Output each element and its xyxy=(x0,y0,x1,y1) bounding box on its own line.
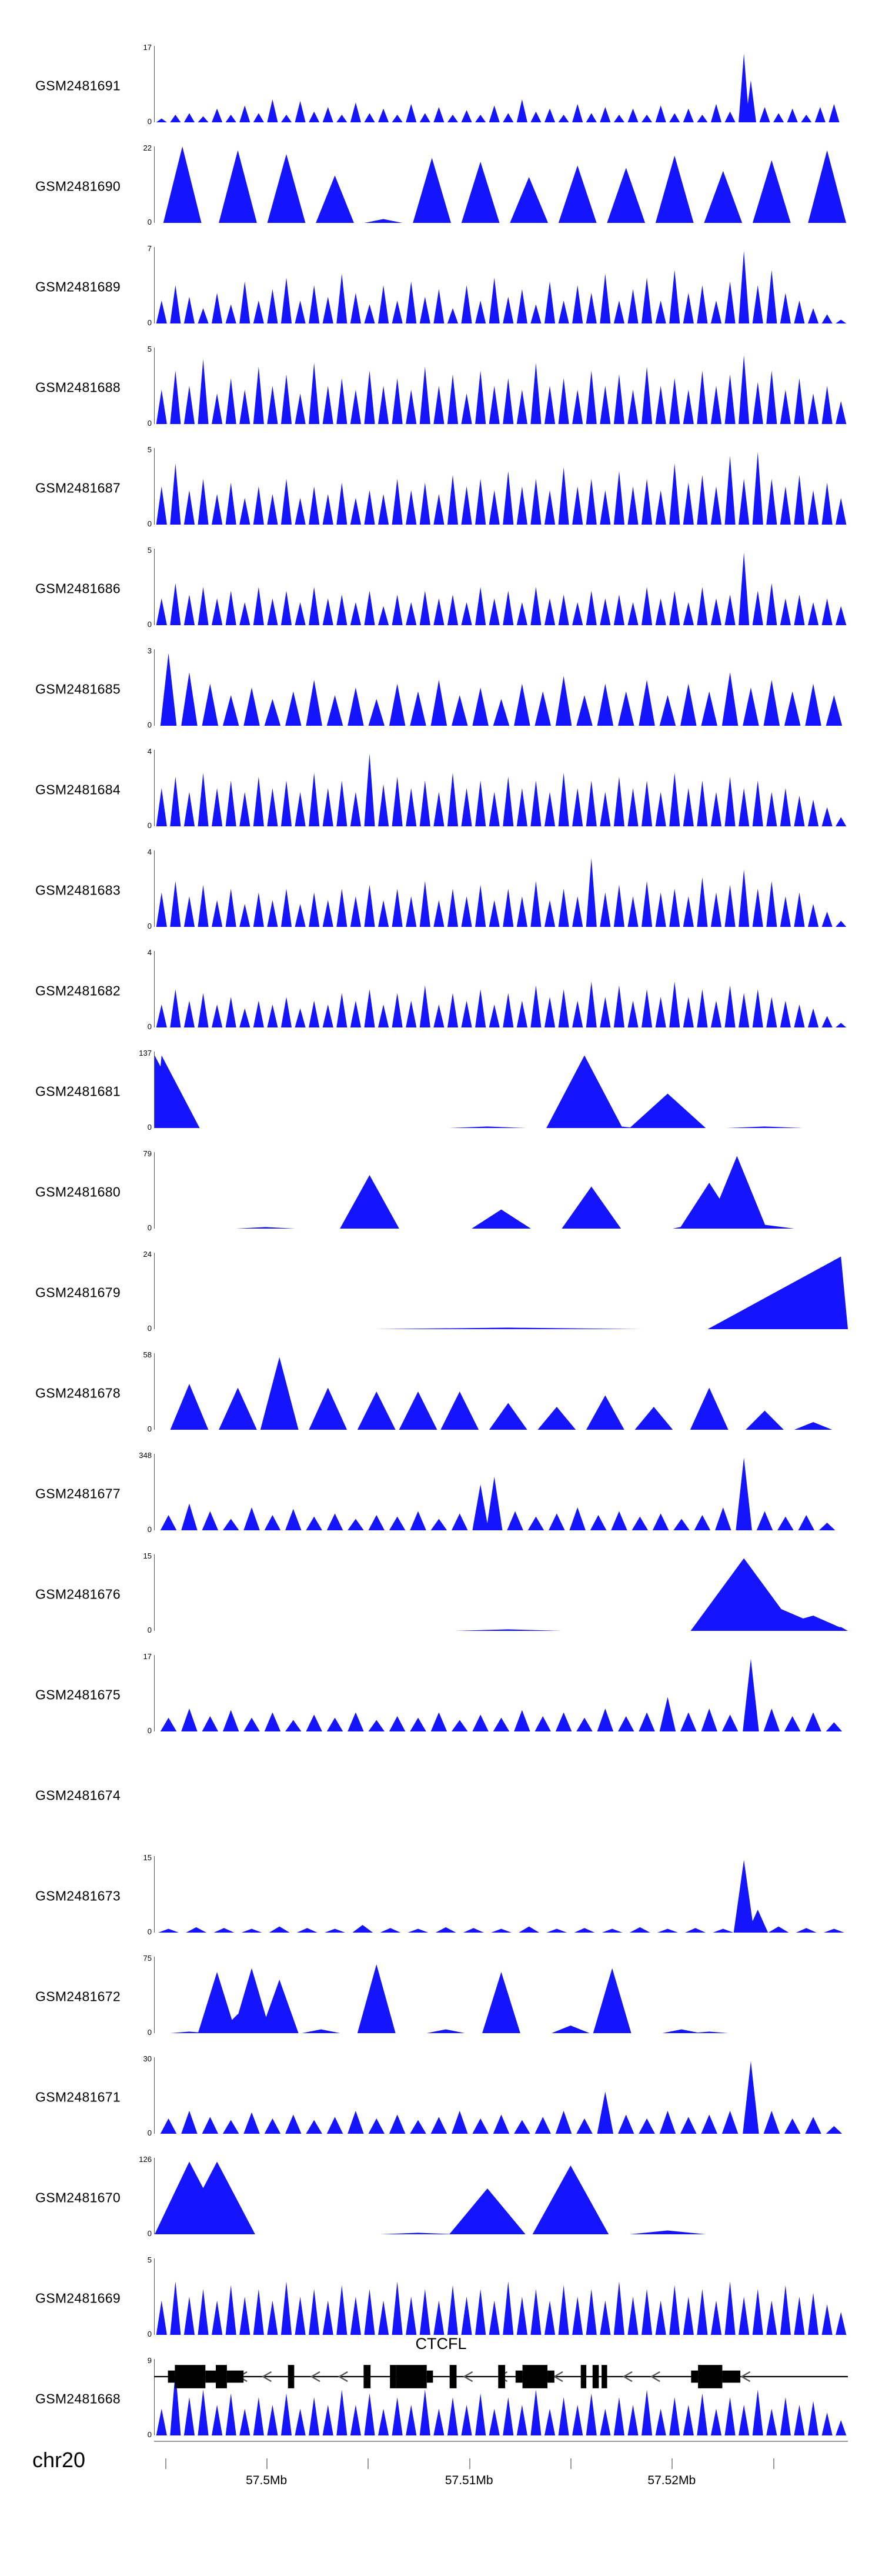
coverage-area xyxy=(155,1554,848,1631)
track-label: GSM2481684 xyxy=(35,782,121,797)
track-label: GSM2481686 xyxy=(35,580,121,596)
axis-tick xyxy=(469,2458,470,2469)
track-plot xyxy=(143,1350,848,1433)
track-label: GSM2481676 xyxy=(35,1586,121,1601)
coverage-area xyxy=(155,1655,848,1731)
track-plot xyxy=(143,144,848,226)
track-row xyxy=(0,1644,882,1745)
track-plot xyxy=(143,2054,848,2137)
y-axis-min: 0 xyxy=(147,720,152,729)
axis-tick-label: 57.52Mb xyxy=(647,2474,696,2487)
axis-tick xyxy=(773,2458,774,2469)
track-row xyxy=(0,35,882,136)
track-label: GSM2481674 xyxy=(35,1787,121,1803)
coverage-area xyxy=(155,247,848,323)
y-axis-max: 9 xyxy=(147,2356,152,2365)
track-label: GSM2481685 xyxy=(35,681,121,696)
track-plot xyxy=(143,1652,848,1735)
track-row xyxy=(0,739,882,840)
track-plot xyxy=(147,747,848,830)
track-row xyxy=(0,840,882,940)
y-axis-min: 0 xyxy=(147,117,152,126)
y-axis-max: 5 xyxy=(147,345,152,353)
track-label: GSM2481683 xyxy=(35,882,121,897)
y-axis-max: 4 xyxy=(147,847,152,856)
track-row xyxy=(0,538,882,639)
track-plot xyxy=(147,244,848,327)
axis-tick xyxy=(368,2458,369,2469)
coverage-area xyxy=(155,1856,848,1933)
track-row xyxy=(0,2147,882,2248)
y-axis-max: 79 xyxy=(143,1149,152,1158)
coverage-area xyxy=(155,348,848,424)
y-axis-max: 3 xyxy=(147,646,152,655)
coverage-area xyxy=(155,46,848,122)
y-axis-max: 348 xyxy=(139,1451,152,1460)
coverage-area xyxy=(155,2258,848,2335)
axis-tick-label: 57.5Mb xyxy=(246,2474,288,2487)
y-axis-max: 24 xyxy=(143,1250,152,1259)
track-row xyxy=(0,1946,882,2047)
track-label: GSM2481678 xyxy=(35,1385,121,1400)
track-label: GSM2481689 xyxy=(35,279,121,294)
track-plot xyxy=(147,445,848,528)
track-plot xyxy=(147,2255,848,2338)
y-axis-min: 0 xyxy=(147,2430,152,2439)
track-label: GSM2481690 xyxy=(35,178,121,193)
track-plot xyxy=(147,948,848,1031)
axis-tick xyxy=(266,2458,268,2469)
y-axis-max: 22 xyxy=(143,144,152,152)
track-plot xyxy=(143,1250,848,1333)
y-axis-max: 4 xyxy=(147,948,152,957)
y-axis-max: 5 xyxy=(147,2255,152,2264)
track-label: GSM2481681 xyxy=(35,1083,121,1099)
y-axis-min: 0 xyxy=(147,218,152,226)
track-label: GSM2481668 xyxy=(35,2391,121,2406)
coverage-area xyxy=(155,649,848,726)
y-axis-min: 0 xyxy=(147,1626,152,1634)
y-axis-max: 30 xyxy=(143,2054,152,2063)
y-axis-min: 0 xyxy=(147,922,152,930)
track-plot xyxy=(143,1149,848,1232)
axis-line xyxy=(154,2441,848,2442)
track-row xyxy=(0,940,882,1041)
y-axis-max: 75 xyxy=(143,1954,152,1963)
axis-tick-labels xyxy=(154,2474,848,2491)
coverage-area xyxy=(155,1152,848,1229)
axis-tick xyxy=(570,2458,572,2469)
track-label: GSM2481671 xyxy=(35,2089,121,2104)
track-row xyxy=(0,1041,882,1142)
y-axis-min: 0 xyxy=(147,2330,152,2338)
coverage-area xyxy=(155,146,848,223)
y-axis-max: 126 xyxy=(139,2155,152,2164)
y-axis-min: 0 xyxy=(147,1424,152,1433)
y-axis-min: 0 xyxy=(147,419,152,428)
y-axis-min: 0 xyxy=(147,2128,152,2137)
track-row xyxy=(0,1142,882,1242)
y-axis-min: 0 xyxy=(147,821,152,830)
track-plot xyxy=(139,1451,848,1534)
y-axis-min: 0 xyxy=(147,1927,152,1936)
axis-tick xyxy=(671,2458,673,2469)
track-row xyxy=(0,1745,882,1846)
track-label: GSM2481687 xyxy=(35,480,121,495)
y-axis-max: 58 xyxy=(143,1350,152,1359)
gene-track xyxy=(0,2329,882,2417)
y-axis-max: 137 xyxy=(139,1049,152,1057)
coverage-area xyxy=(155,1957,848,2033)
y-axis-min: 0 xyxy=(147,519,152,528)
track-row xyxy=(0,1443,882,1544)
coverage-area xyxy=(155,1253,848,1329)
track-row xyxy=(0,1544,882,1644)
y-axis-max: 17 xyxy=(143,43,152,52)
axis-ticks xyxy=(154,2458,848,2471)
gene-label: CTCFL xyxy=(415,2335,467,2353)
track-plot xyxy=(143,1853,848,1936)
y-axis-max: 7 xyxy=(147,244,152,253)
track-label: GSM2481677 xyxy=(35,1486,121,1501)
y-axis-min: 0 xyxy=(147,1525,152,1534)
coverage-area xyxy=(155,2057,848,2134)
track-plot xyxy=(147,345,848,428)
track-label: GSM2481682 xyxy=(35,983,121,998)
track-stack xyxy=(0,35,882,2449)
y-axis-min: 0 xyxy=(147,1123,152,1132)
y-axis-min: 0 xyxy=(147,2229,152,2238)
track-label: GSM2481675 xyxy=(35,1687,121,1702)
gene-model-svg xyxy=(154,2356,848,2397)
track-plot xyxy=(147,646,848,729)
track-row xyxy=(0,438,882,538)
chromosome-axis xyxy=(0,2417,882,2529)
track-plot xyxy=(143,1551,848,1634)
coverage-area xyxy=(155,951,848,1027)
y-axis-max: 15 xyxy=(143,1551,152,1560)
track-label: GSM2481670 xyxy=(35,2190,121,2205)
track-label: GSM2481691 xyxy=(35,78,121,93)
track-row xyxy=(0,1846,882,1946)
coverage-area xyxy=(155,448,848,525)
track-plot xyxy=(143,43,848,126)
coverage-area xyxy=(155,549,848,625)
track-row xyxy=(0,337,882,438)
y-axis-max: 5 xyxy=(147,546,152,555)
coverage-area xyxy=(155,850,848,927)
annotation-area xyxy=(0,2329,882,2529)
coverage-area xyxy=(155,1454,848,1530)
coverage-area xyxy=(155,750,848,826)
track-plot xyxy=(143,1954,848,2037)
y-axis-max: 4 xyxy=(147,747,152,756)
track-plot xyxy=(139,2155,848,2238)
coverage-area xyxy=(155,1353,848,1430)
track-label: GSM2481688 xyxy=(35,379,121,395)
track-plot xyxy=(139,1049,848,1132)
track-plot xyxy=(147,546,848,629)
y-axis-min: 0 xyxy=(147,1223,152,1232)
track-label: GSM2481680 xyxy=(35,1184,121,1199)
axis-tick-label: 57.51Mb xyxy=(445,2474,493,2487)
track-row xyxy=(0,639,882,739)
y-axis-max: 5 xyxy=(147,445,152,454)
y-axis-min: 0 xyxy=(147,318,152,327)
coverage-area xyxy=(155,1052,848,1128)
coverage-area xyxy=(155,2158,848,2234)
track-row xyxy=(0,2047,882,2147)
y-axis-min: 0 xyxy=(147,2028,152,2037)
track-label: GSM2481672 xyxy=(35,1988,121,2004)
y-axis-max: 15 xyxy=(143,1853,152,1862)
y-axis-max: 17 xyxy=(143,1652,152,1661)
y-axis-min: 0 xyxy=(147,1324,152,1333)
y-axis-min: 0 xyxy=(147,1022,152,1031)
y-axis-min: 0 xyxy=(147,1726,152,1735)
axis-tick xyxy=(165,2458,166,2469)
track-row xyxy=(0,1242,882,1343)
track-row xyxy=(0,1343,882,1443)
track-row xyxy=(0,136,882,236)
chromosome-label: chr20 xyxy=(32,2448,86,2472)
track-plot xyxy=(147,847,848,930)
track-label: GSM2481669 xyxy=(35,2290,121,2305)
track-row xyxy=(0,236,882,337)
y-axis-min: 0 xyxy=(147,620,152,629)
track-label: GSM2481673 xyxy=(35,1888,121,1903)
track-label: GSM2481679 xyxy=(35,1284,121,1300)
